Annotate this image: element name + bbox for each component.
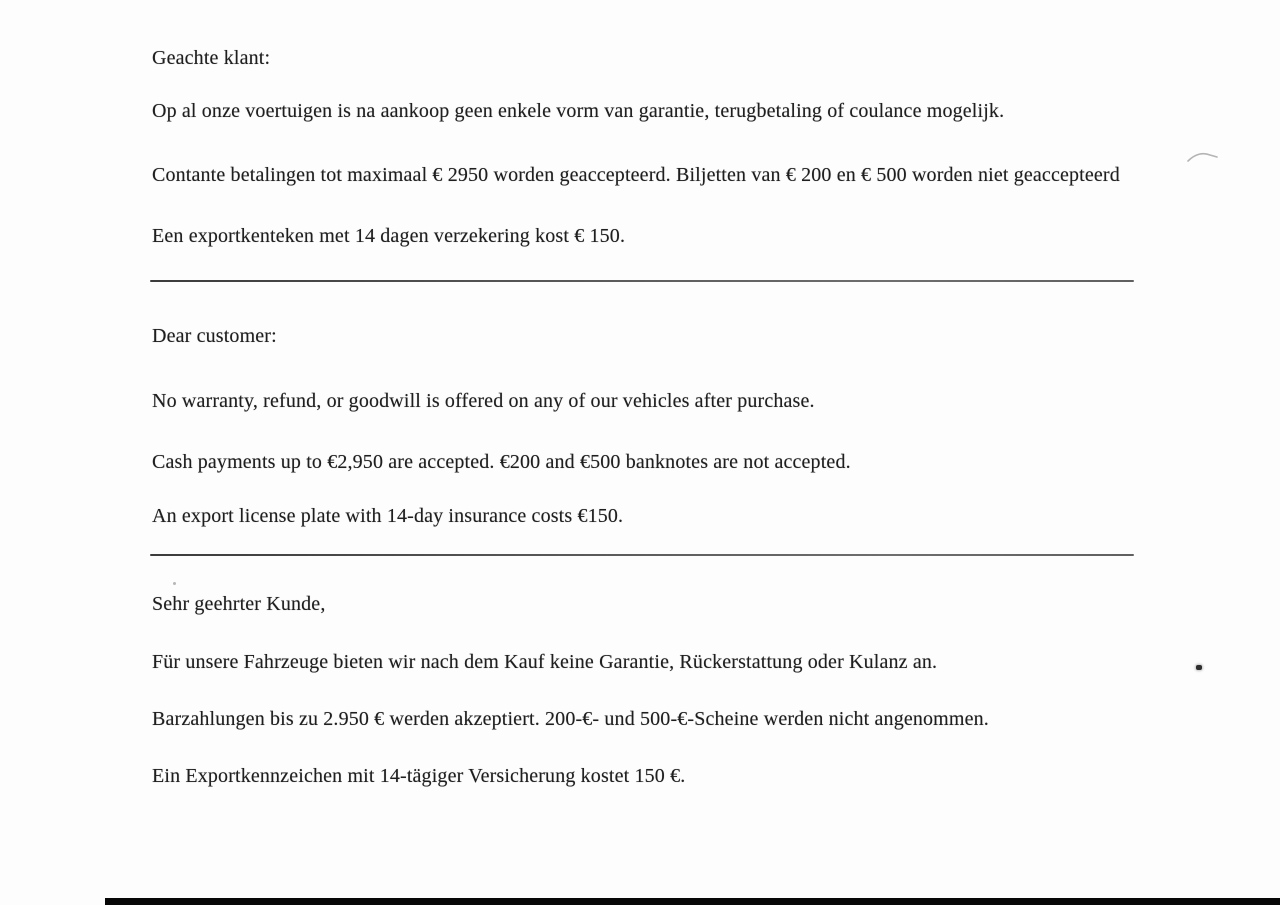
german-greeting: Sehr geehrter Kunde, (152, 593, 326, 615)
english-warranty-line: No warranty, refund, or goodwill is offered on any of our vehicles after purchase. (152, 390, 815, 412)
scan-artifact-curve-mark (1186, 150, 1220, 166)
dutch-warranty-line: Op al onze voertuigen is na aankoop geen enkele vorm van garantie, terugbetaling of coulance mogelijk. (152, 100, 1005, 122)
english-cash-line: Cash payments up to €2,950 are accepted. €200 and €500 banknotes are not accepted. (152, 451, 851, 473)
english-greeting: Dear customer: (152, 325, 277, 347)
scan-edge-shadow-bar (105, 898, 1280, 905)
dutch-greeting: Geachte klant: (152, 47, 271, 69)
english-export-line: An export license plate with 14-day insurance costs €150. (152, 505, 624, 527)
german-export-line: Ein Exportkennzeichen mit 14-tägiger Versicherung kostet 150 €. (152, 765, 686, 787)
dutch-cash-line: Contante betalingen tot maximaal € 2950 worden geaccepteerd. Biljetten van € 200 en € 500 worden niet geaccepteerd (152, 164, 1120, 186)
section-divider-1 (150, 280, 1134, 282)
german-warranty-line: Für unsere Fahrzeuge bieten wir nach dem Kauf keine Garantie, Rückerstattung oder Kulanz an. (152, 651, 938, 673)
dutch-export-line: Een exportkenteken met 14 dagen verzekering kost € 150. (152, 225, 626, 247)
scan-artifact-dark-dot (1196, 665, 1202, 670)
scan-artifact-faint-speck (173, 582, 176, 585)
german-cash-line: Barzahlungen bis zu 2.950 € werden akzeptiert. 200-€- und 500-€-Scheine werden nicht angenommen. (152, 708, 989, 730)
section-divider-2 (150, 554, 1134, 556)
